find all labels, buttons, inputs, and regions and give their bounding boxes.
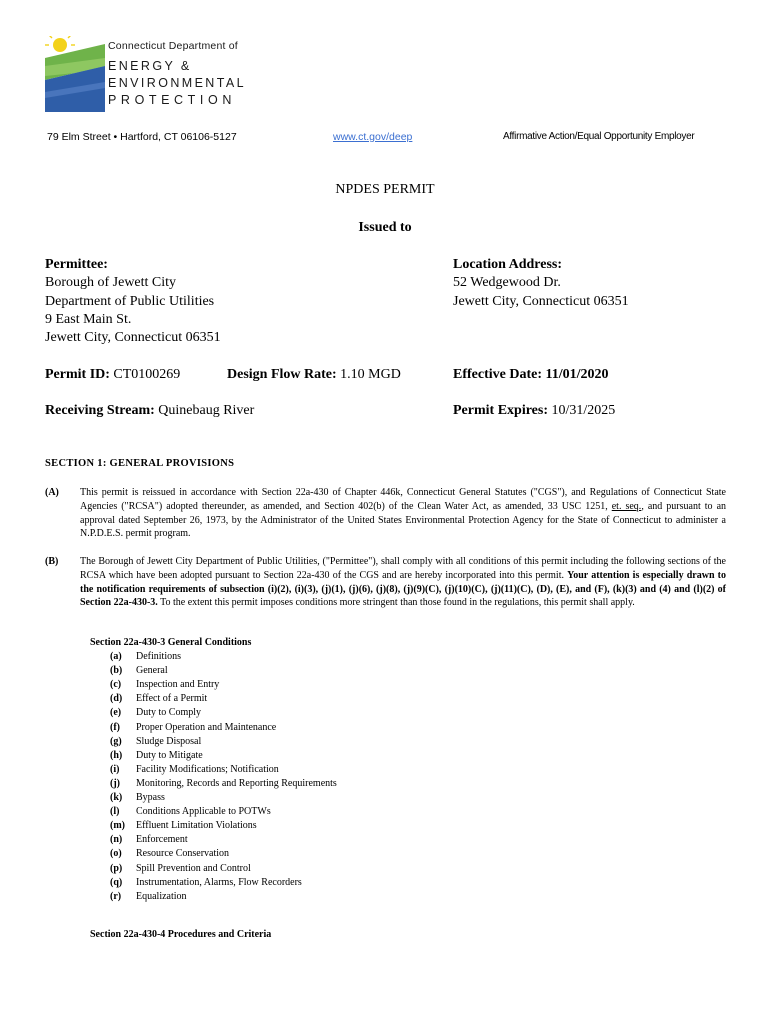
condition-item [110, 749, 337, 763]
condition-letter: (g) [110, 735, 122, 747]
para-b-text [80, 555, 726, 610]
condition-text: Duty to Mitigate [136, 749, 203, 761]
condition-item [110, 706, 337, 720]
document-title: NPDES PERMIT [335, 182, 435, 197]
condition-item [110, 763, 337, 777]
condition-letter: (m) [110, 820, 125, 832]
flow-label: Design Flow Rate: [227, 367, 337, 382]
condition-item [110, 650, 337, 664]
condition-text: Monitoring, Records and Reporting Requirements [136, 777, 337, 789]
condition-letter: (f) [110, 721, 120, 733]
issued-to-heading: Issued to [358, 220, 412, 235]
agency-name-line-3: PROTECTION [108, 93, 236, 107]
condition-text: Sludge Disposal [136, 735, 202, 747]
agency-address: 79 Elm Street • Hartford, CT 06106-5127 [47, 131, 237, 143]
condition-text: Facility Modifications; Notification [136, 763, 279, 775]
section-1-heading: SECTION 1: GENERAL PROVISIONS [45, 458, 235, 469]
condition-text: Definitions [136, 651, 181, 663]
condition-text: Proper Operation and Maintenance [136, 721, 277, 733]
para-a-text [80, 486, 726, 541]
para-b-notice: Your attention is especially drawn to the notification requirements of subsection (i)(2), (i)(3), (j)(1), (j)(6), (j)(8), (j)(9)(C), (j)(10)(C), (j)(11)(C), (D), (E), and (F), (k)(3) and (4) and (l)(2) of Section 22a-430-3. [80, 569, 726, 609]
effective-value: 11/01/2020 [545, 367, 609, 382]
condition-text: Enforcement [136, 834, 188, 846]
para-b-label: (B) [45, 556, 59, 567]
department-line: Connecticut Department of [108, 40, 238, 52]
condition-item [110, 721, 337, 735]
expires-value: 10/31/2025 [551, 403, 616, 418]
stream-value: Quinebaug River [158, 403, 255, 418]
condition-text: Instrumentation, Alarms, Flow Recorders [136, 876, 302, 888]
condition-letter: (l) [110, 806, 120, 818]
flow-value: 1.10 MGD [340, 367, 401, 382]
condition-letter: (d) [110, 693, 123, 705]
condition-text: Equalization [136, 890, 187, 902]
stream-label: Receiving Stream: [45, 403, 155, 418]
condition-letter: (a) [110, 651, 122, 663]
condition-letter: (i) [110, 763, 120, 775]
agency-website-link[interactable]: www.ct.gov/deep [333, 131, 413, 143]
condition-text: Bypass [136, 792, 165, 804]
para-a-text-1: This permit is reissued in accordance with Section 22a-430 of Chapter 446k, Connecticut General Statutes ("CGS"), and Regulations of Connecticut State Agencies ("RCSA") adopted thereunder, as amended, and Section 402(b) of the Clean Water Act, as amended, 33 USC 1251, [80, 487, 726, 512]
condition-text: Spill Prevention and Control [136, 862, 251, 874]
condition-text: Resource Conservation [136, 848, 230, 860]
condition-letter: (r) [110, 890, 122, 902]
agency-name [108, 40, 246, 109]
permit-expires [453, 403, 615, 419]
permittee-label: Permittee: [45, 257, 108, 272]
deep-logo-icon [45, 36, 105, 112]
location-label: Location Address: [453, 257, 563, 272]
condition-item [110, 777, 337, 791]
condition-text: Conditions Applicable to POTWs [136, 806, 271, 818]
receiving-stream [45, 403, 254, 419]
permittee-line: Department of Public Utilities [45, 293, 215, 309]
general-conditions-heading: Section 22a-430-3 General Conditions [90, 637, 252, 648]
para-a-label: (A) [45, 487, 59, 498]
condition-text: Inspection and Entry [136, 679, 220, 691]
permittee-line: Borough of Jewett City [45, 275, 177, 291]
condition-item [110, 692, 337, 706]
permittee-line: Jewett City, Connecticut 06351 [45, 330, 221, 346]
condition-letter: (q) [110, 876, 123, 888]
condition-letter: (h) [110, 749, 123, 761]
location-block [453, 256, 629, 311]
condition-item [110, 805, 337, 819]
condition-item [110, 847, 337, 861]
condition-text: Effect of a Permit [136, 693, 208, 705]
effective-date [453, 367, 609, 383]
agency-name-line-1: ENERGY & [108, 59, 192, 73]
location-line: Jewett City, Connecticut 06351 [453, 293, 629, 309]
condition-item [110, 735, 337, 749]
agency-name-line-2: ENVIRONMENTAL [108, 76, 246, 90]
expires-label: Permit Expires: [453, 403, 548, 418]
condition-letter: (j) [110, 777, 120, 789]
condition-item [110, 876, 337, 890]
general-conditions [90, 636, 337, 904]
effective-label: Effective Date: [453, 367, 543, 382]
condition-item [110, 833, 337, 847]
permit-id-label: Permit ID: [45, 367, 110, 382]
para-b-text-2: To the extent this permit imposes conditions more stringent than those found in the regulations, this permit shall apply. [157, 597, 635, 609]
condition-text: Effluent Limitation Violations [136, 820, 257, 832]
procedures-heading: Section 22a-430-4 Procedures and Criteria [90, 929, 272, 940]
condition-item [110, 862, 337, 876]
condition-letter: (b) [110, 665, 123, 677]
condition-letter: (e) [110, 707, 122, 719]
condition-letter: (c) [110, 679, 122, 691]
condition-item [110, 819, 337, 833]
location-line: 52 Wedgewood Dr. [453, 275, 561, 291]
condition-item [110, 890, 337, 904]
condition-item [110, 678, 337, 692]
condition-letter: (n) [110, 834, 123, 846]
permittee-line: 9 East Main St. [45, 311, 132, 327]
employer-statement: Affirmative Action/Equal Opportunity Employer [503, 131, 695, 142]
condition-text: General [136, 665, 168, 677]
condition-item [110, 664, 337, 678]
condition-letter: (o) [110, 848, 122, 860]
permit-id-value: CT0100269 [113, 367, 181, 382]
condition-text: Duty to Comply [136, 707, 202, 719]
para-a-text-2: , and pursuant to an approval dated September 26, 1973, by the Administrator of the United States Environmental Protection Agency for the State of Connecticut to administer a N.P.D.E.S. permit program. [80, 500, 727, 540]
para-b-text-1: The Borough of Jewett City Department of Public Utilities, ("Permittee"), shall comply with all conditions of this permit including the following sections of the RCSA which have been adopted pursuant to Section 22a-430 of the CGS and are hereby incorporated into this permit. [80, 556, 726, 581]
permittee-block [45, 256, 221, 347]
design-flow-rate [227, 367, 401, 383]
condition-letter: (k) [110, 792, 123, 804]
permit-id [45, 367, 180, 383]
condition-letter: (p) [110, 862, 123, 874]
et-seq-link[interactable]: et. seq. [611, 500, 642, 512]
condition-item [110, 791, 337, 805]
general-conditions-list [90, 650, 337, 904]
